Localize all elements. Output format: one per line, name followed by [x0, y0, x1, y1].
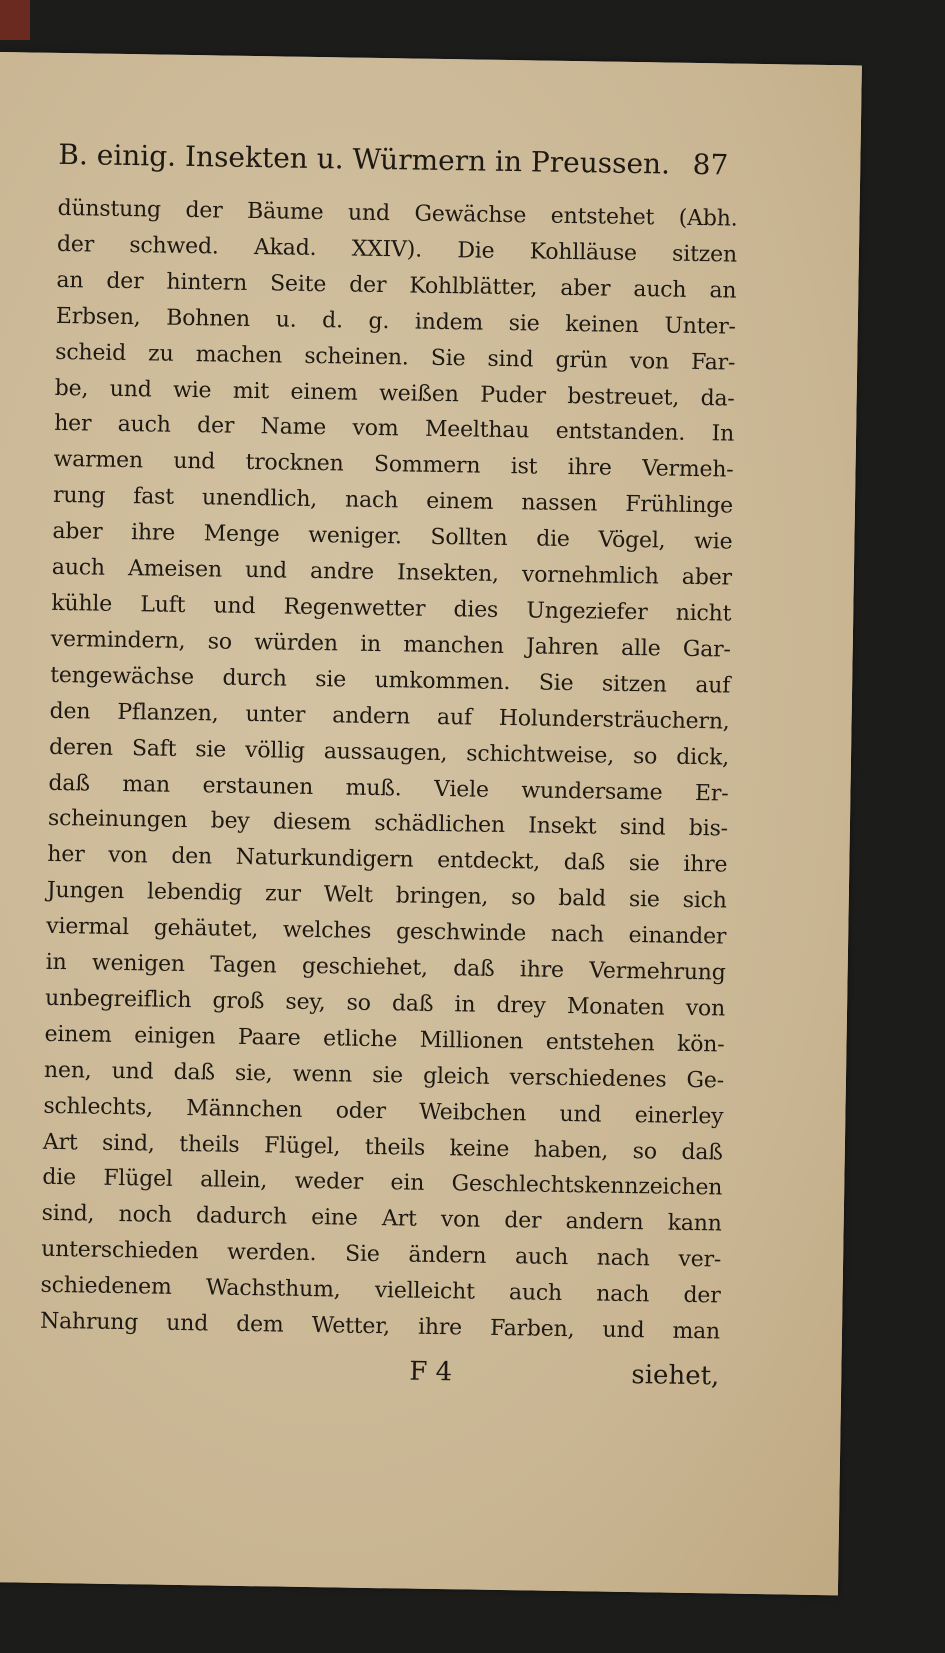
- text-line: warmen und trocknen Sommern ist ihre Vermeh-: [53, 447, 734, 483]
- book-page: [0, 52, 862, 1595]
- text-line: nen, und daß sie, wenn sie gleich verschiedenes Ge-: [43, 1057, 725, 1094]
- text-line: die Flügel allein, weder ein Geschlechtskennzeichen: [42, 1165, 723, 1201]
- text-line: aber ihre Menge weniger. Sollten die Vögel, wie: [52, 519, 733, 555]
- text-line: scheinungen bey diesem schädlichen Insekt sind bis-: [47, 806, 729, 842]
- text-line: rung fast unendlich, nach einem nassen Frühlinge: [52, 483, 734, 519]
- text-line: in wenigen Tagen geschiehet, daß ihre Vermehrung: [45, 949, 726, 986]
- text-line: her von den Naturkundigern entdeckt, daß sie ihre: [47, 842, 728, 878]
- text-line: schiedenem Wachsthum, vielleicht auch nach der: [40, 1272, 721, 1309]
- text-line: den Pflanzen, unter andern auf Holundersträuchern,: [49, 698, 730, 735]
- text-column: [39, 191, 738, 1397]
- page-footer: [39, 1346, 720, 1397]
- text-line: be, und wie mit einem weißen Puder bestreuet, da-: [54, 375, 735, 412]
- text-line: Nahrung und dem Wetter, ihre Farben, und man: [39, 1308, 721, 1345]
- page-body-text: [40, 191, 738, 1351]
- catchword: siehet,: [631, 1360, 720, 1392]
- text-line: kühle Luft und Regenwetter dies Ungeziefer nicht: [51, 590, 732, 627]
- text-line: schlechts, Männchen oder Weibchen und einerley: [43, 1093, 724, 1130]
- running-header: [58, 137, 728, 184]
- text-line: auch Ameisen und andre Insekten, vornehmlich aber: [51, 554, 733, 591]
- text-line: an der hintern Seite der Kohlblätter, aber auch an: [56, 267, 737, 304]
- text-line: sind, noch dadurch eine Art von der andern kann: [41, 1201, 722, 1237]
- text-line: der schwed. Akad. XXIV). Die Kohlläuse sitzen: [56, 231, 738, 268]
- text-line: Jungen lebendig zur Welt bringen, so bald sie sich: [46, 878, 727, 914]
- text-line: her auch der Name vom Meelthau entstanden. In: [53, 411, 735, 448]
- page-number: 87: [692, 147, 729, 182]
- text-line: vermindern, so würden in manchen Jahren alle Gar-: [50, 626, 731, 663]
- text-line: unterschieden werden. Sie ändern auch nach ver-: [40, 1237, 722, 1273]
- text-line: einem einigen Paare etliche Millionen entstehen kön-: [44, 1021, 725, 1058]
- text-line: Erbsen, Bohnen u. d. g. indem sie keinen Unter-: [55, 303, 736, 340]
- text-line: deren Saft sie völlig aussaugen, schichtweise, so dick,: [48, 734, 730, 771]
- text-line: dünstung der Bäume und Gewächse entstehet (Abh.: [57, 195, 738, 232]
- signature-mark: F 4: [409, 1356, 453, 1388]
- running-title: B. einig. Insekten u. Würmern in Preussen.: [58, 137, 671, 181]
- text-line: daß man erstaunen muß. Viele wundersame Er-: [48, 770, 729, 807]
- text-line: scheid zu machen scheinen. Sie sind grün von Far-: [55, 339, 736, 376]
- text-line: Art sind, theils Flügel, theils keine haben, so daß: [42, 1129, 723, 1166]
- text-line: tengewächse durch sie umkommen. Sie sitzen auf: [50, 662, 731, 699]
- text-line: unbegreiflich groß sey, so daß in drey Monaten von: [44, 985, 726, 1022]
- text-line: viermal gehäutet, welches geschwinde nach einander: [46, 913, 727, 950]
- book-edge: [0, 0, 30, 40]
